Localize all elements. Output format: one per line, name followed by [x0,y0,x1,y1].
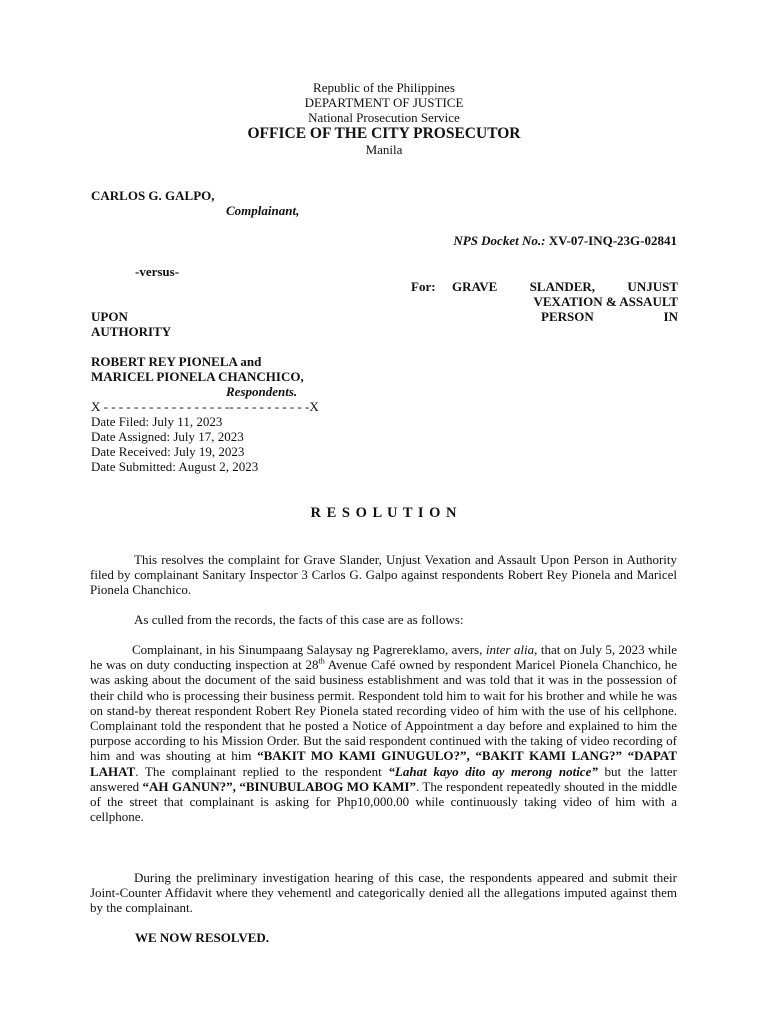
header-republic: Republic of the Philippines [313,80,455,95]
header-office: OFFICE OF THE CITY PROSECUTOR [247,125,521,142]
paragraph-investigation: During the preliminary investigation hearing of this case, the respondents appeared and submit their Joint-Counter Affidavit where they vehementl and categorically denied all the allegations imputed against them by the complainant. [90,870,677,916]
header-service: National Prosecution Service [308,110,460,125]
respondent-2: MARICEL PIONELA CHANCHICO, [91,369,304,384]
complainant-name: CARLOS G. GALPO, [91,188,215,203]
date-received: Date Received: July 19, 2023 [91,444,245,459]
authority: AUTHORITY [91,324,172,339]
charges-line-1: GRAVE SLANDER, UNJUST [452,279,678,294]
date-submitted: Date Submitted: August 2, 2023 [91,459,259,474]
upon: UPON [91,309,128,324]
docket-line [380,233,677,248]
resolution-title: R E S O L U T I O N [310,505,458,521]
charges-line-2: VEXATION & ASSAULT [533,294,678,309]
date-filed: Date Filed: July 11, 2023 [91,414,223,429]
docket-number: XV-07-INQ-23G-02841 [548,233,677,248]
paragraph-facts: Complainant, in his Sinumpaang Salaysay ng Pagrereklamo, avers, inter alia, that on July 5, 2023 while he was on duty conducting inspection at 28th Avenue Café owned by respondent Maricel Pionela Chanchico, he was asking about the document of the said business establishment and was told that it was in the possession of their child who is processing their business permit. Respondent told him to wait for his brother and while he was on stand-by thereat respondent Robert Rey Pionela stated recording video of him with the use of his cellphone. Complainant told the respondent that he posted a Notice of Appointment a day before and explained to him the purpose according to his Mission Order. But the said respondent continued with the taking of video recording of him and was shouting at him “BAKIT MO KAMI GINUGULO?”, “BAKIT KAMI LANG?” “DAPAT LAHAT. The complainant replied to the respondent “Lahat kayo dito ay merong notice” but the latter answered “AH GANUN?”, “BINUBULABOG MO KAMI”. The respondent repeatedly shouted in the middle of the street that complainant is asking for Php10,000.00 while continuously taking video of him with a cellphone. [90,642,678,825]
docket-label: NPS Docket No.: [453,233,546,248]
charges-line-3: PERSON IN [541,309,678,324]
complainant-label: Complainant, [226,203,300,218]
header-city: Manila [365,142,403,157]
respondent-1: ROBERT REY PIONELA and [91,354,262,369]
separator-line: X - - - - - - - - - - - - - - - - -- - - - - - - - - - -X [91,399,319,414]
versus: -versus- [135,264,180,279]
date-assigned: Date Assigned: July 17, 2023 [91,429,244,444]
paragraph-facts-intro: As culled from the records, the facts of this case are as follows: [134,612,464,627]
paragraph-intro: This resolves the complaint for Grave Slander, Unjust Vexation and Assault Upon Person in Authority filed by complainant Sanitary Inspector 3 Carlos G. Galpo against respondents Robert Rey Pionela and Maricel Pionela Chanchico. [90,552,677,598]
for-label: For: [411,279,436,294]
paragraph-conclusion: WE NOW RESOLVED. [135,930,270,945]
respondents-label: Respondents. [226,384,298,399]
header-department: DEPARTMENT OF JUSTICE [304,95,464,110]
